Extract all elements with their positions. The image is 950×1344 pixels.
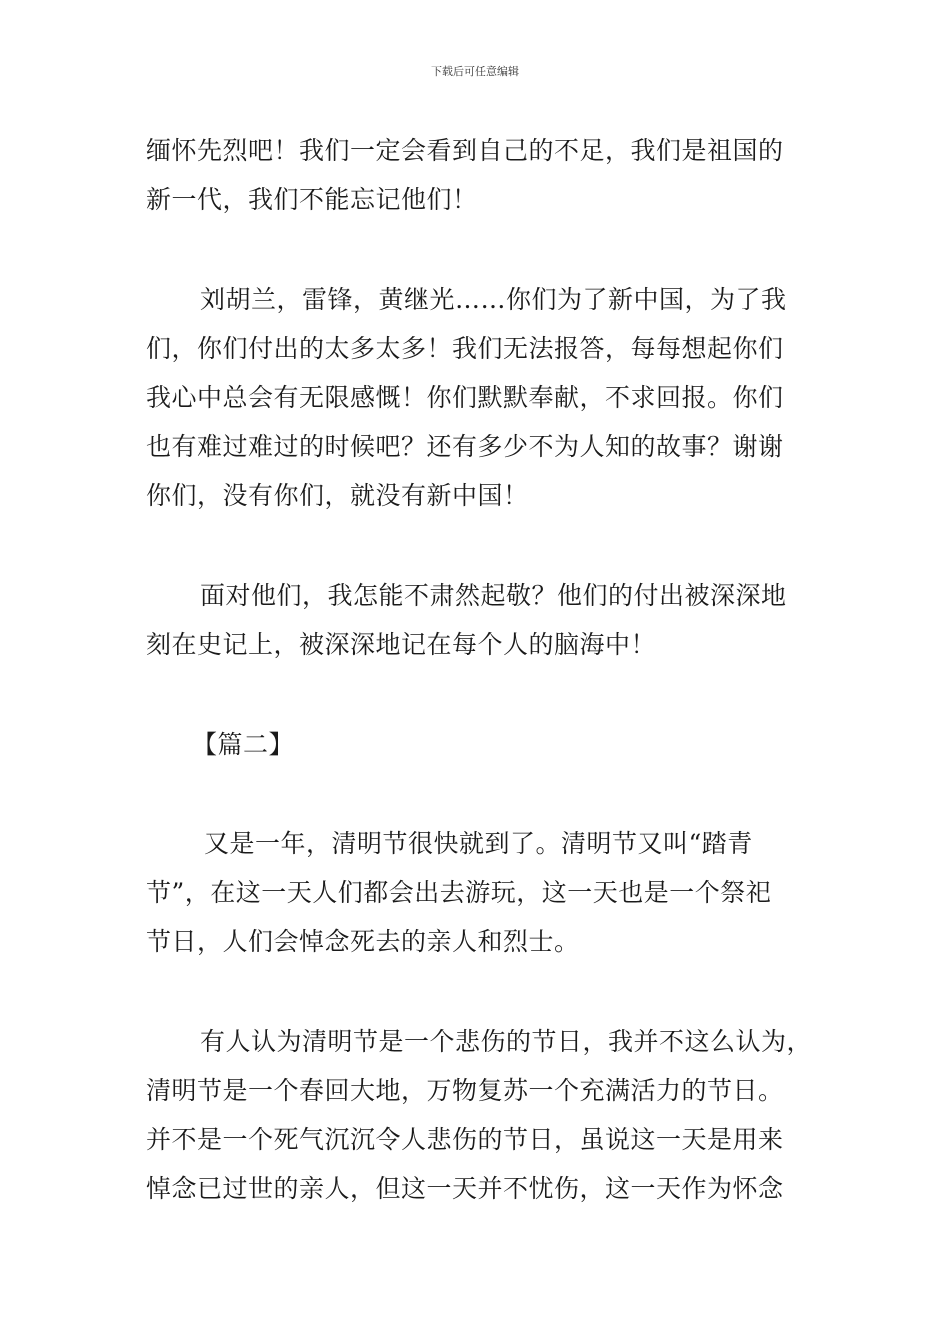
paragraph-1 [146,126,811,224]
paragraph-2 [146,275,811,520]
paragraph-line: 节日，人们会悼念死去的亲人和烈士。 [146,927,580,956]
paragraph-line: 你们，没有你们，就没有新中国！ [146,481,529,510]
paragraph-line: 面对他们，我怎能不肃然起敬？他们的付出被深深地 [200,581,787,610]
paragraph-line: 们，你们付出的太多太多！我们无法报答，每每想起你们 [146,334,784,363]
paragraph-line: 缅怀先烈吧！我们一定会看到自己的不足，我们是祖国的 [146,136,784,165]
paragraph-4 [146,819,811,966]
paragraph-line: 并不是一个死气沉沉令人悲伤的节日，虽说这一天是用来 [146,1125,784,1154]
paragraph-line: 刻在史记上，被深深地记在每个人的脑海中！ [146,630,657,659]
paragraph-line: 我心中总会有无限感慨！你们默默奉献，不求回报。你们 [146,383,784,412]
paragraph-5 [146,1017,811,1213]
page-header-note: 下载后可任意编辑 [431,65,519,78]
paragraph-line: 刘胡兰，雷锋，黄继光……你们为了新中国，为了我 [200,285,787,314]
paragraph-line: 悼念已过世的亲人，但这一天并不忧伤，这一天作为怀念 [146,1174,784,1203]
section-title: 【篇二】 [192,730,295,759]
paragraph-line: 清明节是一个春回大地，万物复苏一个充满活力的节日。 [146,1076,784,1105]
paragraph-line: 也有难过难过的时候吧？还有多少不为人知的故事？谢谢 [146,432,784,461]
paragraph-line: 新一代，我们不能忘记他们！ [146,185,478,214]
paragraph-line: 有人认为清明节是一个悲伤的节日，我并不这么认为， [200,1027,813,1056]
document-body [146,126,811,1264]
paragraph-line: 节”，在这一天人们都会出去游玩，这一天也是一个祭祀 [146,878,772,907]
paragraph-line: 又是一年，清明节很快就到了。清明节又叫“踏青 [204,829,753,858]
paragraph-3 [146,571,811,669]
